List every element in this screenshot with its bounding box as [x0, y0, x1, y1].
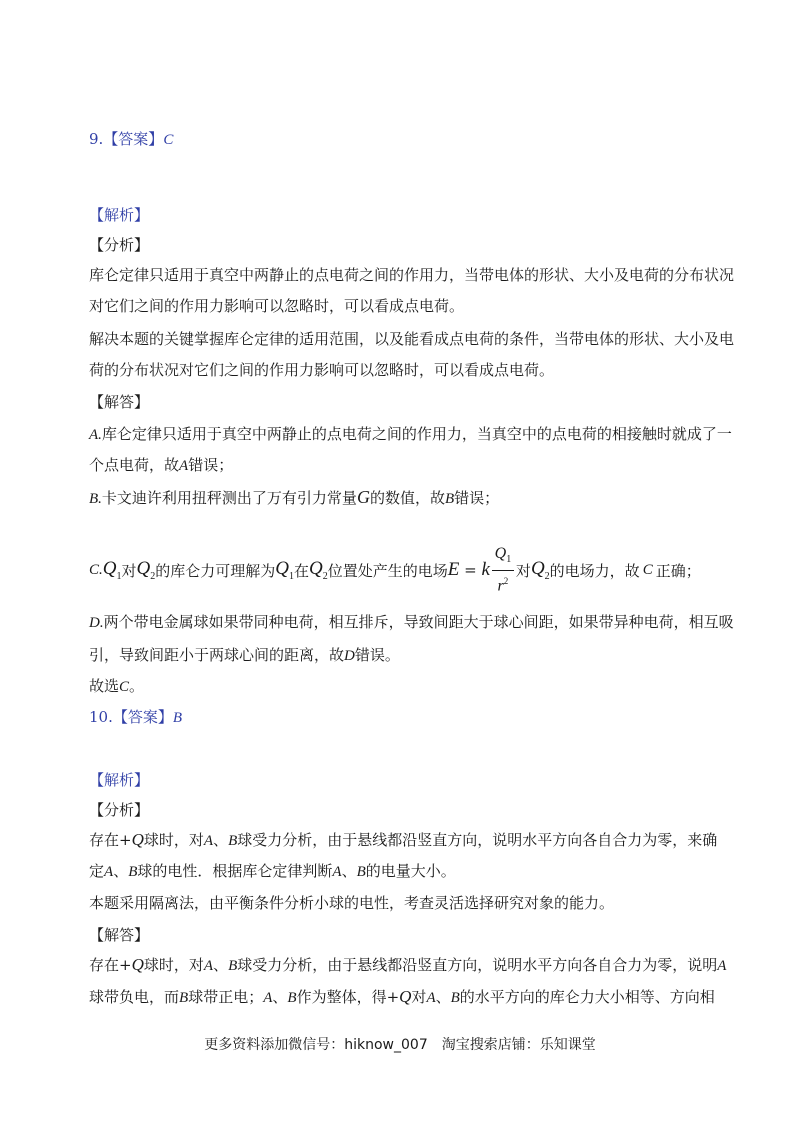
text: 、	[213, 956, 229, 974]
fraction	[492, 545, 514, 596]
text: 对	[411, 988, 427, 1006]
q9-answer-value: C	[163, 132, 174, 148]
text: 作为整体，得+	[296, 988, 400, 1006]
q9-jieda-heading: 【解答】	[89, 393, 150, 411]
q10-analysis-line-3: 本题采用隔离法，由平衡条件分析小球的电性，考查灵活选择研究对象的能力。	[89, 894, 615, 912]
q9-answer-heading	[89, 129, 173, 150]
text: 球带正电；	[188, 988, 264, 1006]
text: 、	[435, 988, 451, 1006]
q9-analysis-line-2: 对它们之间的作用力影响可以忽略时，可以看成点电荷。	[89, 297, 465, 315]
q10-solution-line-2	[89, 987, 715, 1008]
q10-jieda-heading: 【解答】	[89, 926, 150, 944]
q9-option-d-line-1	[89, 612, 734, 633]
q-letter: Q	[494, 544, 507, 562]
q-var: Q	[399, 987, 412, 1006]
q-letter: Q	[530, 558, 545, 580]
q-sub: 2	[544, 570, 550, 582]
equals-sign: =	[459, 561, 482, 579]
r-letter: r	[497, 577, 504, 595]
b-var: B	[128, 864, 138, 880]
q9-answer-label: 9.【答案】	[89, 130, 164, 148]
q-letter: Q	[136, 558, 151, 580]
q10-answer-label: 10.【答案】	[89, 708, 173, 726]
option-c-text-2: 的库仑力可理解为	[155, 561, 276, 580]
text: 球时，对	[143, 956, 204, 974]
option-c-label: C.	[89, 561, 103, 578]
a-var: A	[203, 958, 214, 974]
q10-answer-value: B	[172, 710, 183, 726]
q9-option-d-line-2	[89, 645, 400, 666]
b-var: B	[450, 990, 460, 1006]
q2-symbol	[137, 558, 156, 582]
e-symbol: E	[447, 559, 460, 580]
option-c-text-1: 对	[121, 561, 137, 580]
q-var: Q	[131, 955, 144, 974]
q1-symbol	[103, 558, 122, 582]
q-letter: Q	[309, 558, 323, 580]
q9-fenxi-heading: 【分析】	[89, 236, 150, 254]
a-var: A	[104, 864, 114, 880]
option-b-label: B.	[89, 491, 102, 507]
option-a-text: 库仑定律只适用于真空中两静止的点电荷之间的作用力，当真空中的点电荷的相接触时就成了一	[101, 425, 732, 443]
conclusion-post: 。	[129, 677, 145, 695]
q-sub: 2	[322, 570, 328, 582]
text: 球的电性．根据库仑定律判断	[137, 862, 333, 880]
b-var: B	[287, 990, 297, 1006]
q9-analysis-line-1: 库仑定律只适用于真空中两静止的点电荷之间的作用力，当带电体的形状、大小及电荷的分布状况	[89, 266, 735, 284]
option-d-text-pre: 引，导致间距小于两球心间的距离，故	[89, 646, 345, 664]
option-a-text-post: 错误；	[188, 456, 234, 474]
fraction-bar	[492, 570, 514, 571]
option-b-text-mid: 的数值，故	[369, 489, 445, 507]
k-symbol: k	[481, 559, 490, 580]
a-var: A	[717, 958, 727, 974]
q-letter: Q	[102, 558, 117, 580]
a-var: A	[263, 990, 273, 1006]
option-d-label: D.	[89, 615, 104, 631]
q9-option-a-line-1	[89, 424, 732, 445]
option-a-var: A	[179, 458, 189, 474]
a-var: A	[203, 833, 214, 849]
q-sub: 2	[150, 570, 156, 582]
q9-option-b	[89, 487, 499, 509]
q-sub: 1	[506, 553, 512, 565]
text: 的水平方向的库仑力大小相等、方向相	[459, 988, 715, 1006]
fraction-denominator	[498, 572, 509, 595]
option-d-var: D	[344, 648, 355, 664]
option-b-var-b: B	[444, 491, 455, 507]
q2-symbol	[309, 558, 328, 582]
r-sup: 2	[503, 575, 509, 586]
text: 的电量大小。	[365, 862, 456, 880]
q9-analysis-line-3: 解决本题的关键掌握库仑定律的适用范围，以及能看成点电荷的条件，当带电体的形状、大小及电	[89, 330, 735, 348]
fraction-numerator	[495, 545, 512, 569]
option-c-var: C	[642, 561, 653, 578]
b-var: B	[356, 864, 366, 880]
text: 、	[113, 862, 129, 880]
option-b-text-pre: 卡文迪许利用扭秤测出了万有引力常量	[101, 489, 357, 507]
a-var: A	[332, 864, 342, 880]
text: 定	[89, 862, 105, 880]
conclusion-pre: 故选	[89, 677, 120, 695]
option-c-text-6: 的电场力，故	[549, 561, 640, 580]
q9-conclusion	[89, 676, 144, 697]
q-sub: 1	[116, 570, 122, 582]
text: 球受力分析，由于悬线都沿竖直方向，说明水平方向各自合力为零，来确	[237, 831, 718, 849]
q9-jiexi-heading: 【解析】	[89, 206, 150, 224]
text: 、	[272, 988, 288, 1006]
q10-jiexi-heading: 【解析】	[89, 771, 150, 789]
text: 球时，对	[143, 831, 204, 849]
text: 存在+	[89, 956, 132, 974]
q10-solution-line-1	[89, 955, 726, 976]
option-a-label: A.	[89, 427, 102, 443]
option-a-text-pre: 个点电荷，故	[89, 456, 180, 474]
q10-analysis-line-1	[89, 830, 717, 851]
option-c-text-3: 在	[294, 561, 310, 580]
q9-option-a-line-2	[89, 455, 233, 476]
b-var: B	[179, 990, 189, 1006]
q2-symbol	[531, 558, 550, 582]
b-var: B	[228, 833, 238, 849]
q-var: Q	[131, 830, 144, 849]
option-c-text-4: 位置处产生的电场	[327, 561, 448, 580]
b-var: B	[228, 958, 238, 974]
option-d-text: 两个带电金属球如果带同种电荷，相互排斥，导致间距大于球心间距，如果带异种电荷，相互吸	[103, 613, 734, 631]
option-d-text-post: 错误。	[354, 646, 400, 664]
q10-analysis-line-2	[89, 861, 456, 882]
q10-answer-heading	[89, 707, 182, 728]
q1-symbol	[275, 558, 294, 582]
text: 、	[341, 862, 357, 880]
text: 球带负电，而	[89, 988, 180, 1006]
option-c-text-post: 正确；	[655, 561, 701, 580]
option-b-text-post: 错误；	[454, 489, 500, 507]
q9-analysis-line-4: 荷的分布状况对它们之间的作用力影响可以忽略时，可以看成点电荷。	[89, 361, 555, 379]
a-var: A	[426, 990, 436, 1006]
q-sub: 1	[289, 570, 294, 582]
page-footer: 更多资料添加微信号：hiknow_007 淘宝搜索店铺：乐知课堂	[204, 1037, 596, 1053]
text: 球受力分析，由于悬线都沿竖直方向，说明水平方向各自合力为零，说明	[237, 956, 718, 974]
q-letter: Q	[275, 558, 289, 580]
option-b-var-g: G	[356, 487, 370, 507]
q10-fenxi-heading: 【分析】	[89, 801, 150, 819]
conclusion-var: C	[119, 679, 130, 695]
option-c-text-5: 对	[515, 561, 531, 580]
text: 、	[213, 831, 229, 849]
text: 存在+	[89, 831, 132, 849]
q9-option-c	[89, 544, 701, 595]
